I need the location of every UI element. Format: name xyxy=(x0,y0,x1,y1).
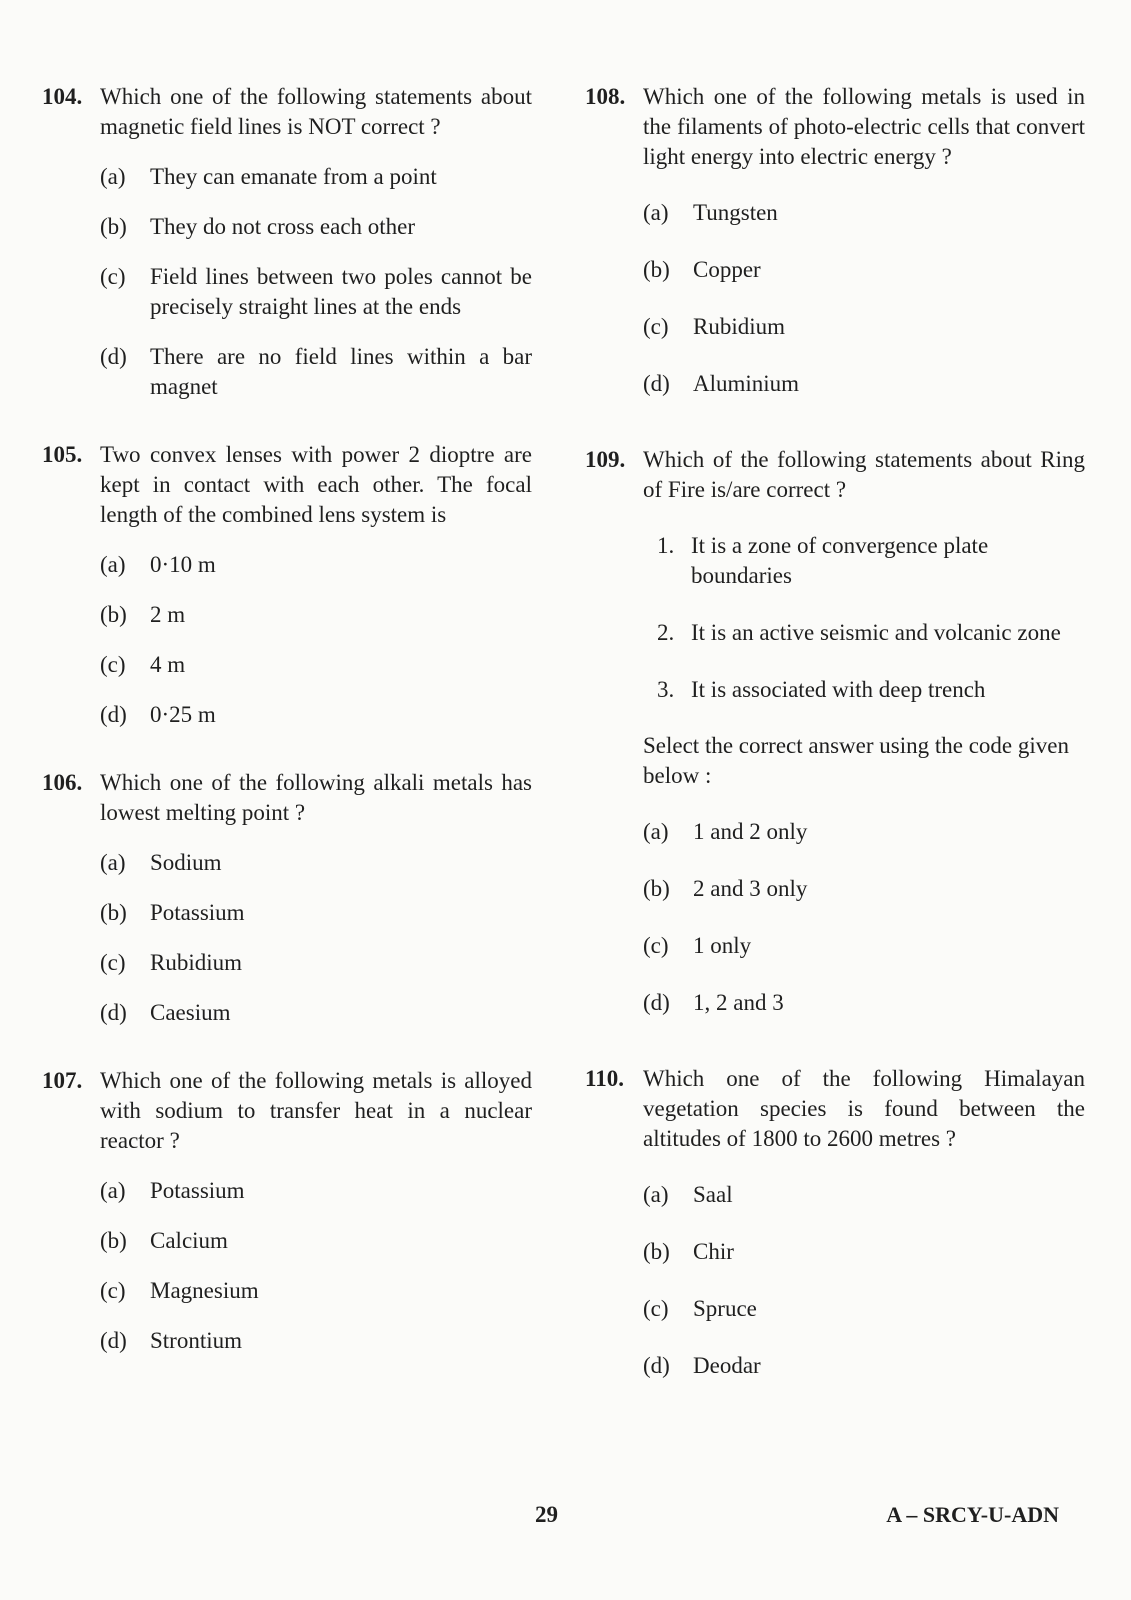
question-104 xyxy=(42,82,532,402)
option-b: (b) 2 m xyxy=(100,602,186,627)
option-c: (c) 4 m xyxy=(100,652,186,677)
question-text: Which one of the following Himalayan vegetation species is found between the altitudes of 1800 to 2600 metres ? xyxy=(643,1066,1085,1151)
option-b: (b) Calcium xyxy=(100,1228,228,1253)
statements xyxy=(643,531,1085,705)
question-number: 110. xyxy=(585,1066,624,1091)
code-instruction: Select the correct answer using the code given below : xyxy=(643,733,1069,788)
question-110 xyxy=(585,1064,1085,1381)
option-b: (b) Potassium xyxy=(100,900,245,925)
option-d: (d) Aluminium xyxy=(643,371,800,396)
statement-3: 3. It is associated with deep trench xyxy=(657,677,986,702)
option-d: (d) There are no field lines within a bar magnet xyxy=(100,344,532,399)
question-text: Which one of the following statements about magnetic field lines is NOT correct ? xyxy=(100,84,532,139)
options xyxy=(100,848,532,1028)
question-number: 104. xyxy=(42,84,83,109)
option-c: (c) Field lines between two poles cannot be precisely straight lines at the ends xyxy=(100,264,532,319)
question-text: Which of the following statements about Ring of Fire is/are correct ? xyxy=(643,447,1085,502)
option-a: (a) Sodium xyxy=(100,850,222,875)
right-column xyxy=(585,82,1085,1381)
question-number: 105. xyxy=(42,442,83,467)
option-b: (b) Chir xyxy=(643,1239,734,1264)
option-c: (c) Rubidium xyxy=(100,950,243,975)
option-c: (c) 1 only xyxy=(643,933,752,958)
option-d: (d) Strontium xyxy=(100,1328,243,1353)
option-a: (a) Potassium xyxy=(100,1178,245,1203)
option-a: (a) 1 and 2 only xyxy=(643,819,808,844)
statement-1: 1. It is a zone of convergence plate boundaries xyxy=(657,533,989,588)
option-b: (b) 2 and 3 only xyxy=(643,876,808,901)
question-109 xyxy=(585,445,1085,1018)
question-text: Which one of the following metals is alloyed with sodium to transfer heat in a nuclear reactor ? xyxy=(100,1068,532,1153)
options xyxy=(100,162,532,402)
option-b: (b) Copper xyxy=(643,257,761,282)
page-number: 29 xyxy=(535,1502,558,1527)
option-a: (a) Tungsten xyxy=(643,200,778,225)
option-d: (d) Deodar xyxy=(643,1353,761,1378)
question-number: 109. xyxy=(585,447,626,472)
statement-2: 2. It is an active seismic and volcanic zone xyxy=(657,620,1061,645)
question-number: 106. xyxy=(42,770,83,795)
option-c: (c) Rubidium xyxy=(643,314,786,339)
option-d: (d) 1, 2 and 3 xyxy=(643,990,784,1015)
option-d: (d) Caesium xyxy=(100,1000,231,1025)
question-105 xyxy=(42,440,532,730)
options xyxy=(100,1176,532,1356)
question-text: Which one of the following alkali metals has lowest melting point ? xyxy=(100,770,532,825)
left-column xyxy=(42,82,532,1356)
options xyxy=(643,1180,1085,1381)
option-a: (a) They can emanate from a point xyxy=(100,164,437,189)
options xyxy=(643,198,1085,399)
question-number: 107. xyxy=(42,1068,83,1093)
question-106 xyxy=(42,768,532,1028)
option-a: (a) 0·10 m xyxy=(100,552,216,577)
question-107 xyxy=(42,1066,532,1356)
options xyxy=(100,550,532,730)
option-c: (c) Spruce xyxy=(643,1296,757,1321)
options xyxy=(643,817,1085,1018)
option-b: (b) They do not cross each other xyxy=(100,214,416,239)
booklet-code: A – SRCY-U-ADN xyxy=(886,1502,1059,1527)
question-number: 108. xyxy=(585,84,626,109)
question-108 xyxy=(585,82,1085,399)
question-text: Which one of the following metals is used in the filaments of photo-electric cells that convert light energy into electric energy ? xyxy=(643,84,1085,169)
question-text: Two convex lenses with power 2 dioptre are kept in contact with each other. The focal length of the combined lens system is xyxy=(100,442,532,527)
option-d: (d) 0·25 m xyxy=(100,702,216,727)
option-c: (c) Magnesium xyxy=(100,1278,259,1303)
option-a: (a) Saal xyxy=(643,1182,733,1207)
